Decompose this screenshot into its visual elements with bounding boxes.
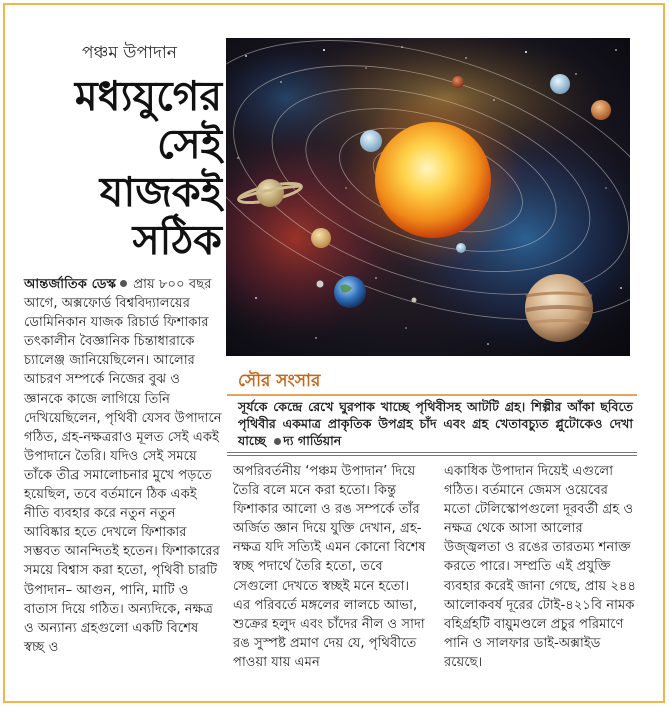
headline-line: মধ্যযুগের — [74, 72, 222, 120]
column-1-text: প্রায় ৮০০ বছর আগে, অক্সফোর্ড বিশ্ববিদ্যালয়ের ডোমিনিকান যাজক রিচার্ড ফিশাকার তৎকালীন বৈজ্ঞানিক চিন্তাধারাকে চ্যালেঞ্জ জানিয়েছিলেন। আলোর আচরণ সম্পর্কে নিজের বুঝ ও জ্ঞানকে কাজে লাগিয়ে তিনি দেখিয়েছিলেন, পৃথিবী যেসব উপাদানে গঠিত, গ্রহ-নক্ষত্ররাও মূলত সেই একই উপাদানে তৈরি। যদিও সেই সময়ে তাঁকে তীব্র সমালোচনার মুখে পড়তে হয়েছিল, তবে বর্তমানে ঠিক একই নীতি ব্যবহার করে নতুন নতুন আবিষ্কার হতে দেখলে ফিশাকার সম্ভবত আনন্দিতই হতেন। ফিশাকারের সময়ে বিশ্বাস করা হতো, পৃথিবী চারটি উপাদান– আগুন, পানি, মাটি ও বাতাস দিয়ে গঠিত। অন্যদিকে, নক্ষত্র ও অন্যান্য গ্রহগুলো একটি বিশেষ স্বচ্ছ ও — [24, 277, 222, 655]
mercury — [452, 76, 464, 88]
bullet-icon — [274, 438, 281, 445]
column-2: অপরিবর্তনীয় ‘পঞ্চম উপাদান’ দিয়ে তৈরি বলে মনে করা হতো। কিন্তু ফিশাকার আলো ও রঙ সম্পর্কে তাঁর অর্জিত জ্ঞান দিয়ে যুক্তি দেখান, গ্রহ-নক্ষত্র যদি সত্যিই এমন কোনো বিশেষ স্বচ্ছ পদার্থে তৈরি হতো, তবে সেগুলো দেখতে স্বচ্ছই মনে হতো। এর পরিবর্তে মঙ্গলের লালচে আভা, শুক্রের হলুদ এবং চাঁদের নীল ও সাদা রঙ সুস্পষ্ট প্রমাণ দেয় যে, পৃথিবীতে পাওয়া যায় এমন — [233, 464, 426, 670]
photo-credit: দ্য গার্ডিয়ান — [283, 433, 342, 448]
mars — [591, 100, 611, 120]
column-1 — [24, 275, 222, 657]
neptune — [360, 130, 382, 152]
dateline: আন্তর্জাতিক ডেস্ক — [24, 277, 117, 292]
pluto — [412, 298, 417, 303]
headline-line: যাজকই — [99, 168, 222, 216]
headline-line: সঠিক — [132, 216, 222, 264]
jupiter — [525, 274, 593, 342]
headline — [26, 72, 222, 264]
section-divider — [227, 452, 637, 456]
moon — [317, 281, 324, 288]
section-kicker: পঞ্চম উপাদান — [82, 43, 177, 63]
column-3: একাধিক উপাদান দিয়েই এগুলো গঠিত। বর্তমানে জেমস ওয়েবের মতো টেলিস্কোপগুলো দূরবর্তী গ্রহ ও নক্ষত্র থেকে আসা আলোর উজ্জ্বলতা ও রঙের তারতম্য শনাক্ত করতে পারে। সম্প্রতি এই প্রযুক্তি ব্যবহার করেই জানা গেছে, প্রায় ২৪৪ আলোকবর্ষ দূরের টোই-৪২১বি নামক বহির্গ্রহটি বায়ুমণ্ডলে প্রচুর পরিমাণে পানি ও সালফার ডাই-অক্সাইড রয়েছে। — [444, 464, 637, 670]
caption-rule — [227, 394, 637, 396]
caption-text: সূর্যকে কেন্দ্রে রেখে ঘুরপাক খাচ্ছে পৃথিবীসহ আটটি গ্রহ। শিল্পীর আঁকা ছবিতে পৃথিবীর একমাত্র প্রাকৃতিক উপগ্রহ চাঁদ এবং গ্রহ খেতাবচ্যুত প্লুটোকেও দেখা যাচ্ছে — [238, 399, 633, 448]
earth — [334, 276, 366, 308]
caption-title: সৌর সংসার — [238, 371, 321, 391]
headline-line: সেই — [156, 120, 222, 168]
sun — [375, 122, 491, 238]
photo-credit-wrap — [270, 433, 341, 448]
uranus — [550, 74, 570, 94]
solar-system-illustration — [226, 38, 630, 356]
venus — [311, 228, 331, 248]
small-planet — [456, 243, 466, 253]
bullet-icon — [120, 280, 127, 287]
photo-caption — [238, 398, 633, 449]
